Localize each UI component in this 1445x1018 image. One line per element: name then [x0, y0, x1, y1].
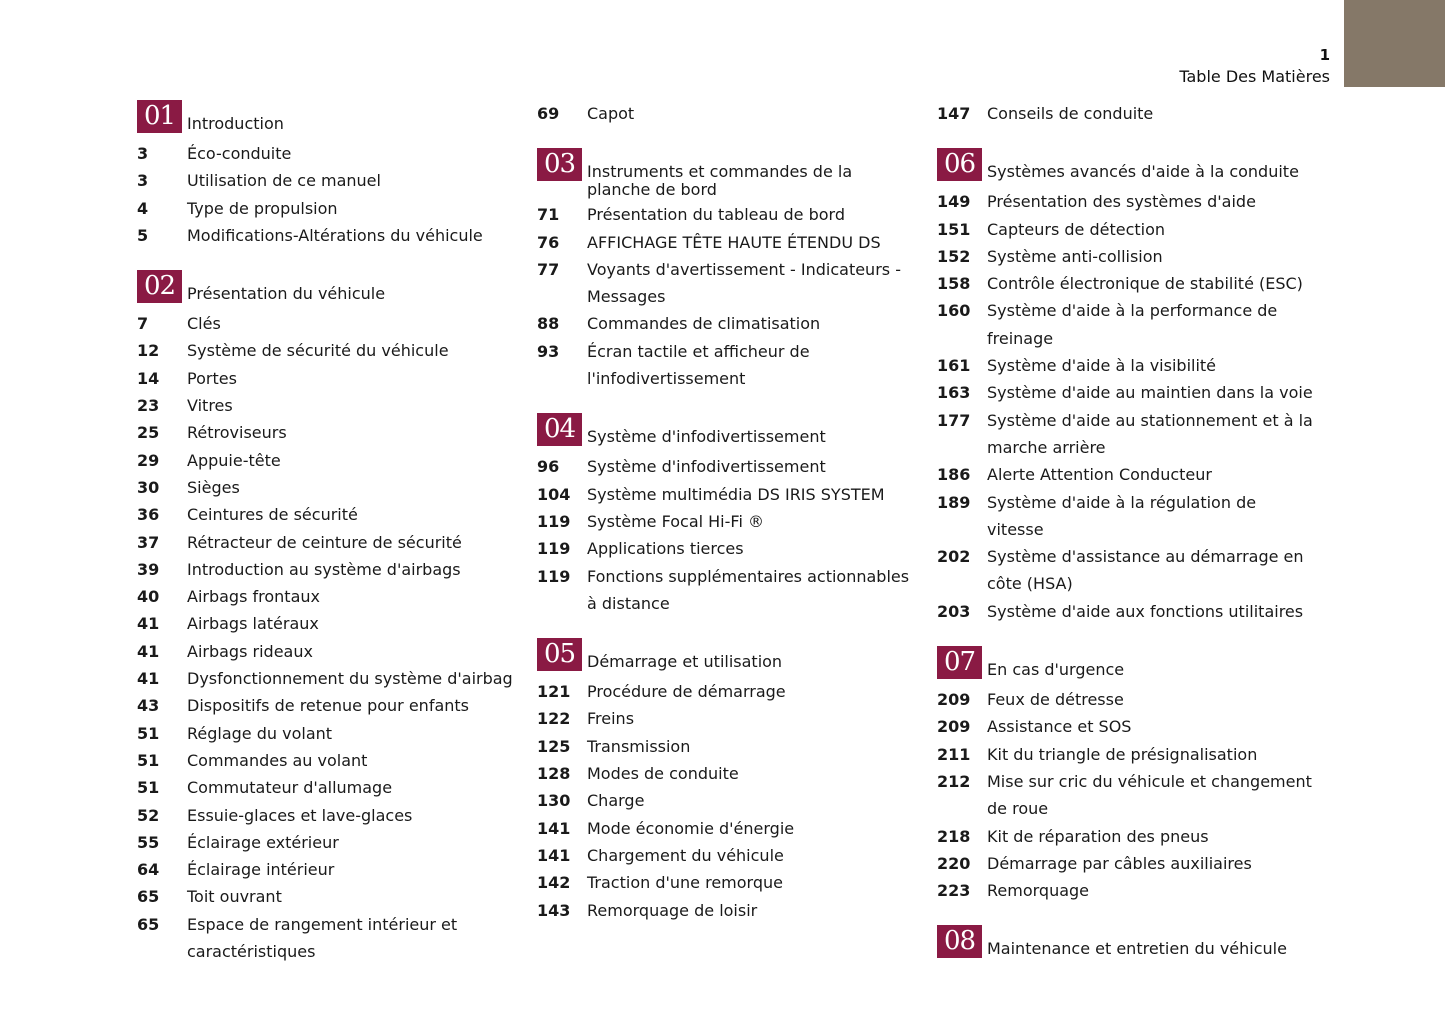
toc-entry-title: Rétracteur de ceinture de sécurité: [187, 532, 462, 552]
toc-entry-title: Feux de détresse: [987, 690, 1124, 710]
toc-entry-page-number: 158: [937, 274, 971, 294]
toc-entry[interactable]: [537, 535, 917, 562]
chapter-title: Présentation du véhicule: [187, 284, 386, 304]
chapter-heading[interactable]: [537, 413, 917, 451]
toc-entry[interactable]: [537, 256, 917, 311]
section-spacer: [537, 127, 917, 148]
toc-entry-page-number: 3: [137, 171, 149, 191]
chapter-title: Introduction: [187, 114, 284, 133]
toc-entry-title: Système d'infodivertissement: [587, 457, 826, 477]
toc-entry-page-number: 77: [537, 259, 560, 279]
toc-entry-title: Voyants d'avertissement - Indicateurs - Messages: [587, 259, 901, 307]
toc-entry[interactable]: [137, 392, 517, 419]
toc-entry[interactable]: [137, 911, 517, 966]
toc-entry-title: Remorquage de loisir: [587, 900, 758, 920]
toc-entry[interactable]: [537, 733, 917, 760]
toc-entry[interactable]: [937, 216, 1317, 243]
toc-entry-page-number: 40: [137, 587, 160, 607]
toc-entry[interactable]: [137, 419, 517, 446]
toc-entry-page-number: 37: [137, 532, 160, 552]
toc-entry-title: AFFICHAGE TÊTE HAUTE ÉTENDU DS: [587, 232, 881, 252]
toc-entry-page-number: 3: [137, 144, 149, 163]
toc-entry-page-number: 212: [937, 771, 971, 791]
toc-entry-title: Applications tierces: [587, 539, 744, 559]
toc-entry-page-number: 161: [937, 356, 971, 376]
toc-entry[interactable]: [537, 705, 917, 732]
toc-entry[interactable]: [937, 100, 1317, 127]
toc-entry-title: Modes de conduite: [587, 764, 739, 784]
chapter-number-badge: 01: [137, 100, 182, 133]
toc-entry-title: Charge: [587, 791, 645, 811]
toc-entry-page-number: 69: [537, 104, 560, 123]
toc-entry-page-number: 121: [537, 682, 571, 702]
toc-entry-title: Remorquage: [987, 881, 1090, 901]
toc-entry[interactable]: [537, 869, 917, 896]
toc-column-1: [137, 100, 517, 965]
toc-entry[interactable]: [537, 760, 917, 787]
toc-entry-title: Procédure de démarrage: [587, 682, 786, 702]
toc-entry-page-number: 14: [137, 368, 160, 388]
toc-entry[interactable]: [537, 201, 917, 228]
toc-entry-page-number: 220: [937, 853, 971, 873]
toc-entry[interactable]: [137, 665, 517, 692]
toc-entry[interactable]: [137, 829, 517, 856]
toc-entry-title: Airbags frontaux: [187, 587, 320, 607]
toc-entry-page-number: 119: [537, 566, 571, 586]
toc-entry-title: Toit ouvrant: [187, 887, 282, 907]
toc-entry[interactable]: [937, 188, 1317, 215]
toc-entry-page-number: 43: [137, 696, 160, 716]
page-header-title: Table Des Matières: [1179, 67, 1330, 86]
toc-entry[interactable]: [137, 720, 517, 747]
toc-entry-page-number: 29: [137, 450, 160, 470]
toc-entry[interactable]: [937, 686, 1317, 713]
toc-entry-title: Fonctions supplémentaires actionnables à distance: [587, 566, 910, 613]
toc-entry-title: Système d'aide au stationnement et à la marche arrière: [987, 410, 1313, 457]
chapter-number-badge: 03: [537, 148, 582, 181]
toc-entry[interactable]: [937, 379, 1317, 406]
toc-entry-page-number: 51: [137, 750, 160, 770]
toc-entry-title: Commandes de climatisation: [587, 314, 821, 334]
toc-entry-page-number: 147: [937, 104, 971, 123]
toc-entry-title: Système d'assistance au démarrage en côte (HSA): [987, 547, 1304, 594]
toc-entry-page-number: 177: [937, 410, 971, 430]
chapter-heading[interactable]: [937, 148, 1317, 186]
toc-entry[interactable]: [537, 563, 917, 618]
toc-entry-title: Mise sur cric du véhicule et changement de roue: [987, 771, 1312, 819]
toc-entry-page-number: 65: [137, 887, 160, 907]
toc-entry-title: Chargement du véhicule: [587, 845, 784, 865]
toc-entry[interactable]: [137, 638, 517, 665]
section-spacer: [937, 127, 1317, 148]
toc-entry-title: Espace de rangement intérieur et caractéristiques: [187, 914, 458, 962]
toc-entry-page-number: 209: [937, 717, 971, 737]
toc-entry[interactable]: [937, 741, 1317, 768]
toc-entry[interactable]: [137, 747, 517, 774]
toc-entry-title: Capot: [587, 104, 635, 123]
toc-entry[interactable]: [137, 802, 517, 829]
toc-entry-page-number: 119: [537, 539, 571, 559]
toc-entry[interactable]: [537, 338, 917, 393]
toc-entry-title: Présentation du tableau de bord: [587, 205, 845, 225]
toc-entry-title: Type de propulsion: [187, 198, 338, 218]
toc-entry-page-number: 41: [137, 614, 160, 634]
toc-entry[interactable]: [937, 407, 1317, 462]
toc-entry-page-number: 30: [137, 477, 160, 497]
toc-entry[interactable]: [137, 447, 517, 474]
toc-entry-title: Écran tactile et afficheur de l'infodivertissement: [587, 341, 810, 389]
section-spacer: [937, 904, 1317, 925]
toc-entry-title: Portes: [187, 368, 237, 388]
toc-entry-page-number: 142: [537, 873, 571, 893]
toc-entry-title: Système anti-collision: [987, 246, 1163, 266]
chapter-title: Systèmes avancés d'aide à la conduite: [987, 162, 1299, 182]
toc-entry[interactable]: [537, 310, 917, 337]
toc-entry[interactable]: [137, 774, 517, 801]
toc-entry-title: Commutateur d'allumage: [187, 778, 393, 798]
toc-entry[interactable]: [137, 474, 517, 501]
toc-entry[interactable]: [537, 481, 917, 508]
toc-entry[interactable]: [937, 877, 1317, 904]
toc-entry[interactable]: [937, 768, 1317, 823]
toc-column-2: [537, 100, 917, 924]
corner-tab: [1344, 0, 1445, 87]
toc-entry[interactable]: [937, 598, 1317, 625]
toc-entry-title: Contrôle électronique de stabilité (ESC): [987, 274, 1303, 294]
toc-entry-title: Éclairage intérieur: [187, 860, 335, 880]
toc-entry-page-number: 151: [937, 219, 971, 239]
toc-entry[interactable]: [937, 823, 1317, 850]
toc-entry[interactable]: [937, 352, 1317, 379]
toc-entry-title: Système d'aide aux fonctions utilitaires: [987, 601, 1304, 621]
chapter-title: Système d'infodivertissement: [587, 427, 826, 447]
toc-entry-page-number: 76: [537, 232, 560, 252]
toc-entry-title: Kit de réparation des pneus: [987, 826, 1209, 846]
toc-entry[interactable]: [137, 529, 517, 556]
toc-entry[interactable]: [537, 842, 917, 869]
toc-entry-page-number: 41: [137, 641, 160, 661]
toc-entry-page-number: 4: [137, 198, 149, 218]
toc-entry[interactable]: [137, 310, 517, 337]
toc-entry-title: Airbags latéraux: [187, 614, 319, 634]
toc-entry[interactable]: [537, 453, 917, 480]
toc-entry-page-number: 223: [937, 881, 971, 901]
chapter-heading[interactable]: [537, 638, 917, 676]
chapter-title: Instruments et commandes de la planche de bord: [587, 162, 853, 200]
chapter-number-badge: 04: [537, 413, 582, 446]
toc-entry[interactable]: [137, 583, 517, 610]
toc-entry-page-number: 143: [537, 900, 571, 920]
toc-entry-page-number: 160: [937, 301, 971, 321]
toc-entry-title: Système d'aide à la régulation de vitesse: [987, 492, 1257, 539]
section-spacer: [537, 392, 917, 413]
toc-entry-title: Traction d'une remorque: [587, 873, 783, 893]
toc-entry-page-number: 128: [537, 764, 571, 784]
toc-entry-title: Sièges: [187, 477, 240, 497]
toc-entry-page-number: 88: [537, 314, 560, 334]
toc-entry-title: Vitres: [187, 396, 233, 416]
toc-entry[interactable]: [937, 461, 1317, 488]
toc-entry[interactable]: [537, 678, 917, 705]
chapter-title: En cas d'urgence: [987, 660, 1125, 680]
toc-entry-page-number: 104: [537, 484, 571, 504]
toc-entry-title: Système Focal Hi-Fi ®: [587, 511, 764, 531]
chapter-number-badge: 06: [937, 148, 982, 181]
toc-entry-title: Freins: [587, 709, 635, 729]
toc-entry-title: Essuie-glaces et lave-glaces: [187, 805, 413, 825]
toc-entry[interactable]: [137, 222, 517, 249]
toc-entry-page-number: 25: [137, 423, 160, 443]
toc-entry-page-number: 149: [937, 192, 971, 212]
toc-entry[interactable]: [137, 856, 517, 883]
toc-entry[interactable]: [537, 229, 917, 256]
toc-entry-title: Système multimédia DS IRIS SYSTEM: [587, 484, 885, 504]
toc-entry-title: Système d'aide à la visibilité: [987, 356, 1217, 376]
toc-entry-page-number: 41: [137, 669, 160, 689]
toc-entry[interactable]: [137, 337, 517, 364]
toc-entry[interactable]: [137, 610, 517, 637]
toc-entry[interactable]: [137, 195, 517, 222]
chapter-title: Démarrage et utilisation: [587, 652, 783, 672]
toc-entry[interactable]: [537, 897, 917, 924]
chapter-heading[interactable]: [937, 925, 1317, 963]
toc-entry-title: Transmission: [587, 736, 691, 756]
toc-entry-title: Réglage du volant: [187, 723, 333, 743]
toc-entry-title: Dispositifs de retenue pour enfants: [187, 696, 470, 716]
toc-entry-page-number: 141: [537, 845, 571, 865]
toc-entry[interactable]: [137, 692, 517, 719]
toc-entry-page-number: 39: [137, 559, 160, 579]
toc-entry-title: Appuie-tête: [187, 450, 281, 470]
toc-entry-page-number: 186: [937, 465, 971, 485]
toc-entry-title: Introduction au système d'airbags: [187, 559, 461, 579]
toc-entry-page-number: 51: [137, 723, 160, 743]
toc-entry[interactable]: [537, 815, 917, 842]
toc-entry-title: Démarrage par câbles auxiliaires: [987, 853, 1252, 873]
chapter-heading[interactable]: [537, 148, 917, 204]
toc-entry-page-number: 5: [137, 225, 149, 245]
chapter-heading[interactable]: [937, 646, 1317, 684]
toc-entry-title: Éco-conduite: [187, 144, 292, 163]
toc-entry-page-number: 130: [537, 791, 571, 811]
toc-entry-page-number: 202: [937, 547, 971, 567]
toc-entry-page-number: 51: [137, 778, 160, 798]
page-number: 1: [1319, 46, 1330, 64]
section-spacer: [137, 249, 517, 270]
toc-entry-title: Système d'aide à la performance de freinage: [987, 301, 1278, 348]
toc-entry-page-number: 203: [937, 601, 971, 621]
chapter-heading[interactable]: [137, 100, 517, 138]
toc-entry-page-number: 96: [537, 457, 560, 477]
toc-entry-page-number: 152: [937, 246, 971, 266]
toc-entry[interactable]: [937, 543, 1317, 598]
toc-entry-title: Présentation des systèmes d'aide: [987, 192, 1256, 212]
toc-entry[interactable]: [137, 365, 517, 392]
toc-entry-title: Modifications-Altérations du véhicule: [187, 225, 483, 245]
toc-entry-title: Kit du triangle de présignalisation: [987, 744, 1258, 764]
chapter-title: Maintenance et entretien du véhicule: [987, 939, 1287, 959]
toc-entry[interactable]: [937, 243, 1317, 270]
toc-entry-title: Dysfonctionnement du système d'airbag: [187, 669, 513, 689]
toc-entry[interactable]: [937, 850, 1317, 877]
toc-entry-page-number: 64: [137, 860, 160, 880]
toc-entry[interactable]: [537, 787, 917, 814]
toc-entry-page-number: 55: [137, 832, 160, 852]
toc-entry[interactable]: [537, 508, 917, 535]
toc-entry[interactable]: [137, 501, 517, 528]
toc-entry-page-number: 65: [137, 914, 160, 934]
toc-entry-title: Système de sécurité du véhicule: [187, 341, 449, 361]
toc-entry[interactable]: [137, 556, 517, 583]
toc-entry-page-number: 125: [537, 736, 571, 756]
toc-entry-title: Clés: [187, 314, 221, 334]
toc-entry-title: Alerte Attention Conducteur: [987, 465, 1212, 485]
toc-entry-page-number: 52: [137, 805, 160, 825]
toc-entry-title: Conseils de conduite: [987, 104, 1154, 123]
toc-entry-page-number: 122: [537, 709, 571, 729]
toc-entry-page-number: 12: [137, 341, 160, 361]
toc-entry-title: Système d'aide au maintien dans la voie: [987, 383, 1313, 403]
toc-entry-page-number: 211: [937, 744, 971, 764]
toc-entry[interactable]: [937, 489, 1317, 544]
toc-entry[interactable]: [937, 297, 1317, 352]
toc-entry[interactable]: [137, 883, 517, 910]
toc-entry-page-number: 141: [537, 818, 571, 838]
chapter-number-badge: 08: [937, 925, 982, 958]
toc-entry-page-number: 23: [137, 396, 160, 416]
toc-entry-title: Rétroviseurs: [187, 423, 287, 443]
toc-entry-page-number: 71: [537, 205, 560, 225]
toc-entry-page-number: 7: [137, 314, 149, 334]
toc-entry[interactable]: [137, 167, 517, 194]
toc-entry-page-number: 189: [937, 492, 971, 512]
toc-entry-title: Airbags rideaux: [187, 641, 313, 661]
toc-entry-title: Utilisation de ce manuel: [187, 171, 381, 191]
toc-column-3: [937, 100, 1317, 965]
toc-entry[interactable]: [137, 140, 517, 167]
toc-entry-page-number: 209: [937, 690, 971, 710]
section-spacer: [937, 625, 1317, 646]
chapter-number-badge: 02: [137, 270, 182, 303]
toc-entry-page-number: 36: [137, 505, 160, 525]
toc-entry-page-number: 163: [937, 383, 971, 403]
toc-entry-page-number: 119: [537, 511, 571, 531]
chapter-number-badge: 05: [537, 638, 582, 671]
section-spacer: [537, 617, 917, 638]
toc-entry-title: Mode économie d'énergie: [587, 818, 795, 838]
toc-entry-page-number: 218: [937, 826, 971, 846]
toc-entry[interactable]: [537, 100, 917, 127]
toc-entry-page-number: 93: [537, 341, 560, 361]
chapter-number-badge: 07: [937, 646, 982, 679]
toc-entry-title: Capteurs de détection: [987, 219, 1166, 239]
toc-entry-title: Commandes au volant: [187, 750, 368, 770]
toc-entry-title: Ceintures de sécurité: [187, 505, 358, 525]
toc-entry[interactable]: [937, 713, 1317, 740]
toc-entry-title: Éclairage extérieur: [187, 832, 339, 852]
toc-entry[interactable]: [937, 270, 1317, 297]
toc-entry-title: Assistance et SOS: [987, 717, 1132, 737]
chapter-heading[interactable]: [137, 270, 517, 308]
